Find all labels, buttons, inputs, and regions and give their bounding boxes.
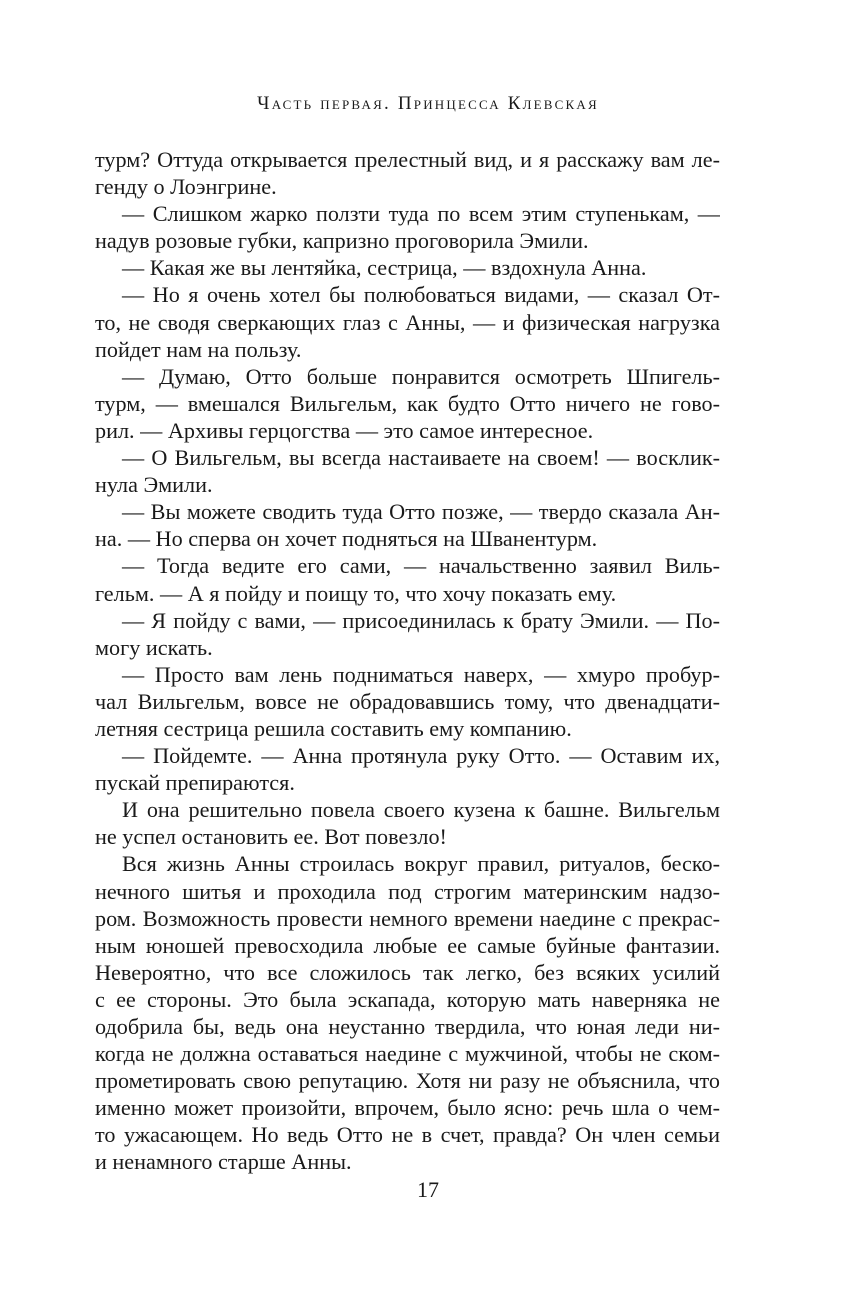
text-line: — Пойдемте. — Анна протянула руку Отто. — Оставим их, [122,743,720,769]
text-line: — О Вильгельм, вы всегда настаиваете на своем! — восклик- [122,445,720,471]
page-number: 17 [417,1177,439,1202]
text-line: не успел остановить ее. Вот повезло! [95,824,447,850]
text-line: одобрила бы, ведь она неустанно твердила, что юная леди ни- [95,1014,720,1039]
text-line: прометировать свою репутацию. Хотя ни разу не объяснила, что [95,1068,720,1094]
text-line: нечного шитья и проходила под строгим материнским надзо- [95,878,720,904]
running-head: Часть первая. Принцесса Клевская [257,93,599,114]
text-line: генду о Лоэнгрине. [95,174,277,200]
text-line: — Слишком жарко ползти туда по всем этим ступенькам, — [122,201,720,227]
text-line: ром. Возможность провести немного времени наедине с прекрас- [95,905,720,931]
text-line: — Тогда ведите его сами, — начальственно заявил Виль- [122,553,720,579]
text-line: гельм. — А я пойду и поищу то, что хочу показать ему. [95,580,617,606]
text-line: — Просто вам лень подниматься наверх, — хмуро пробур- [122,661,720,687]
text-line: и ненамного старше Анны. [95,1149,352,1175]
text-line: именно может произойти, впрочем, было ясно: речь шла о чем- [95,1095,720,1121]
text-line: рил. — Архивы герцогства — это самое интересное. [95,417,594,443]
text-line: на. — Но сперва он хочет подняться на Шванентурм. [95,526,598,552]
text-line: — Какая же вы лентяйка, сестрица, — вздохнула Анна. [122,255,647,281]
text-line: когда не должна оставаться наедине с мужчиной, чтобы не ском- [95,1041,720,1067]
text-line: чал Вильгельм, вовсе не обрадовавшись тому, что двенадцати- [95,688,720,714]
text-line: нула Эмили. [95,472,213,498]
text-line: И она решительно повела своего кузена к башне. Вильгельм [122,797,720,823]
text-line: турм? Оттуда открывается прелестный вид, и я расскажу вам ле- [95,147,720,172]
text-line: надув розовые губки, капризно проговорила Эмили. [95,228,589,254]
text-line: летняя сестрица решила составить ему компанию. [95,715,572,741]
body-text [95,146,720,1176]
text-line: с ее стороны. Это была эскапада, которую мать наверняка не [95,986,720,1012]
text-line: — Я пойду с вами, — присоединилась к брату Эмили. — По- [122,607,720,633]
text-line: могу искать. [95,634,213,660]
text-line: Вся жизнь Анны строилась вокруг правил, ритуалов, беско- [122,851,720,877]
text-line: турм, — вмешался Вильгельм, как будто Отто ничего не гово- [95,390,720,416]
text-line: — Думаю, Отто больше понравится осмотреть Шпигель- [122,363,720,389]
text-line: пускай препираются. [95,770,295,796]
text-line: — Вы можете сводить туда Отто позже, — твердо сказала Ан- [122,499,720,525]
text-line: пойдет нам на пользу. [95,336,302,362]
text-line: ным юношей превосходила любые ее самые буйные фантазии. [95,932,720,958]
text-line: — Но я очень хотел бы полюбоваться видами, — сказал От- [122,282,720,308]
text-line: то, не сводя сверкающих глаз с Анны, — и физическая нагрузка [95,309,720,335]
text-line: Невероятно, что все сложилось так легко, без всяких усилий [95,959,720,985]
text-line: то ужасающем. Но ведь Отто не в счет, правда? Он член семьи [95,1122,720,1148]
